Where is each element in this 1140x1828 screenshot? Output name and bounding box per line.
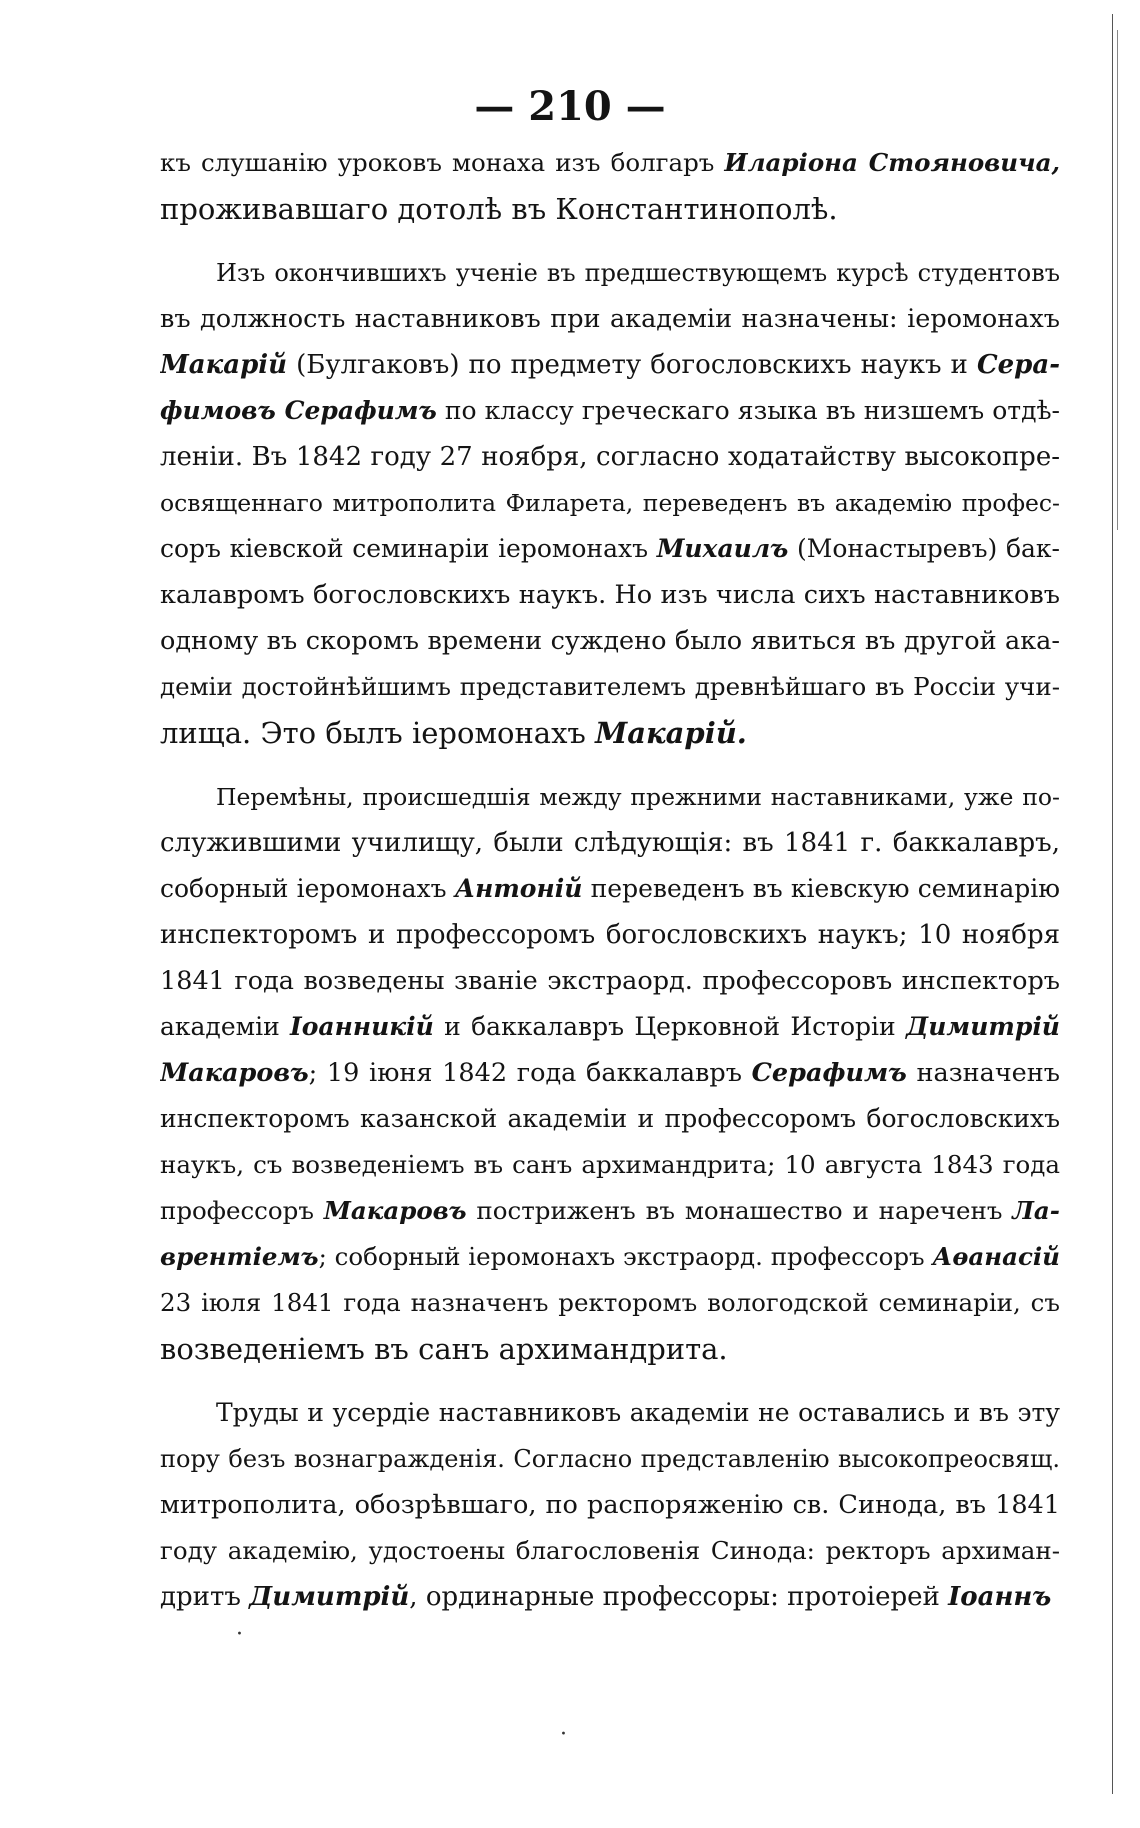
- proper-name: Ла-: [1012, 1196, 1060, 1225]
- text-line: [160, 140, 1060, 186]
- text-run: служившими училищу, были слѣдующія: въ 1841 г. баккалавръ,: [160, 828, 1060, 858]
- text-run: 23 іюля 1841 года назначенъ ректоромъ вологодской семинаріи, съ: [160, 1288, 1060, 1317]
- text-run: инспекторомъ казанской академіи и профессоромъ богословскихъ: [160, 1104, 1060, 1133]
- proper-name: Димитрій: [249, 1582, 410, 1612]
- text-line: [160, 342, 1060, 388]
- text-line: [160, 774, 1060, 820]
- text-line: [160, 1004, 1060, 1050]
- proper-name: Антоній: [454, 874, 583, 903]
- text-run: профессоръ: [160, 1196, 324, 1225]
- text-line: [160, 186, 1060, 232]
- text-run: деміи достойнѣйшимъ представителемъ древнѣйшаго въ Россіи учи-: [160, 672, 1060, 701]
- text-line: [160, 1436, 1060, 1482]
- text-run: митрополита, обозрѣвшаго, по распоряженію св. Синода, въ 1841: [160, 1490, 1060, 1520]
- text-line: [160, 296, 1060, 342]
- text-run: (Монастыревъ) бак-: [788, 534, 1060, 563]
- text-line: [160, 526, 1060, 572]
- text-run: освященнаго митрополита Филарета, переведенъ въ академію профес-: [160, 489, 1060, 517]
- paragraph-gap: [160, 756, 1060, 774]
- text-run: по классу греческаго языка въ низшемъ отдѣ-: [436, 396, 1060, 425]
- paragraph: [160, 140, 1060, 232]
- text-line: [160, 912, 1060, 958]
- text-line: [160, 618, 1060, 664]
- text-run: (Булгаковъ) по предмету богословскихъ наукъ и: [287, 350, 977, 380]
- proper-name: Димитрій: [906, 1012, 1060, 1041]
- text-run: къ слушанію уроковъ монаха изъ болгаръ: [160, 148, 725, 177]
- proper-name: Макарій.: [595, 716, 747, 750]
- text-line: [160, 1326, 1060, 1372]
- paragraph-gap: [160, 232, 1060, 250]
- text-line: [160, 1390, 1060, 1436]
- text-line: [160, 1280, 1060, 1326]
- text-run: дритъ: [160, 1582, 250, 1612]
- proper-name: Іоаннъ: [948, 1582, 1052, 1612]
- text-line: [160, 250, 1060, 296]
- paragraph-gap: [160, 1372, 1060, 1390]
- print-speck: ·: [236, 1622, 243, 1647]
- proper-name: Иларіона Стояновича,: [724, 148, 1060, 177]
- print-speck: ·: [560, 1722, 567, 1747]
- text-run: постриженъ въ монашество и нареченъ: [466, 1196, 1013, 1225]
- text-run: назначенъ: [906, 1058, 1060, 1088]
- paragraph: [160, 774, 1060, 1372]
- proper-name: Іоанникій: [290, 1012, 434, 1041]
- text-line: [160, 1142, 1060, 1188]
- proper-name: врентіемъ: [160, 1242, 319, 1271]
- text-run: калавромъ богословскихъ наукъ. Но изъ числа сихъ наставниковъ: [160, 580, 1060, 610]
- text-run: Труды и усердіе наставниковъ академіи не оставались и въ эту: [216, 1398, 1060, 1427]
- text-line: [160, 664, 1060, 710]
- text-run: ; 19 іюня 1842 года баккалавръ: [308, 1058, 752, 1088]
- proper-name: Серафимъ: [751, 1058, 907, 1088]
- text-run: соръ кіевской семинаріи іеромонахъ: [160, 534, 657, 563]
- proper-name: Макарій: [160, 350, 288, 380]
- text-run: инспекторомъ и профессоромъ богословскихъ наукъ; 10 ноября: [160, 920, 1060, 950]
- text-run: наукъ, съ возведеніемъ въ санъ архимандрита; 10 августа 1843 года: [160, 1150, 1060, 1179]
- text-run: одному въ скоромъ времени суждено было явиться въ другой ака-: [160, 626, 1060, 656]
- text-run: переведенъ въ кіевскую семинарію: [582, 874, 1060, 903]
- text-line: [160, 1482, 1060, 1528]
- text-line: [160, 1234, 1060, 1280]
- text-run: 1841 года возведены званіе экстраорд. профессоровъ инспекторъ: [160, 966, 1060, 996]
- text-line: [160, 434, 1060, 480]
- text-run: академіи: [160, 1012, 291, 1041]
- text-run: леніи. Въ 1842 году 27 ноября, согласно ходатайству высокопре-: [160, 442, 1060, 472]
- text-run: въ должность наставниковъ при академіи назначены: іеромонахъ: [160, 304, 1060, 334]
- text-run: Изъ окончившихъ ученіе въ предшествующемъ курсѣ студентовъ: [216, 259, 1060, 287]
- text-run: ; соборный іеромонахъ экстраорд. профессоръ: [318, 1242, 933, 1271]
- text-line: [160, 866, 1060, 912]
- text-line: [160, 710, 1060, 756]
- text-run: и баккалавръ Церковной Исторіи: [433, 1012, 907, 1041]
- text-line: [160, 1188, 1060, 1234]
- text-line: [160, 1574, 1060, 1620]
- text-run: соборный іеромонахъ: [160, 874, 455, 903]
- proper-name: Аѳанасій: [932, 1242, 1060, 1271]
- text-line: [160, 958, 1060, 1004]
- text-line: [160, 572, 1060, 618]
- proper-name: Михаилъ: [656, 534, 789, 563]
- text-run: проживавшаго дотолѣ въ Константинополѣ.: [160, 192, 838, 226]
- text-line: [160, 1050, 1060, 1096]
- paragraph: [160, 250, 1060, 756]
- text-body: [160, 140, 1060, 1620]
- text-run: пору безъ вознагражденія. Согласно представленію высокопреосвящ.: [160, 1445, 1060, 1473]
- text-line: [160, 1528, 1060, 1574]
- text-run: лища. Это былъ іеромонахъ: [160, 716, 596, 750]
- proper-name: Сера-: [976, 350, 1060, 380]
- proper-name: Макаровъ: [160, 1058, 309, 1088]
- text-run: , ординарные профессоры: протоіерей: [409, 1582, 949, 1612]
- text-line: [160, 1096, 1060, 1142]
- proper-name: Макаровъ: [323, 1196, 467, 1225]
- text-line: [160, 820, 1060, 866]
- text-line: [160, 388, 1060, 434]
- proper-name: фимовъ Серафимъ: [160, 396, 437, 425]
- text-run: возведеніемъ въ санъ архимандрита.: [160, 1332, 728, 1366]
- page-edge-line: [1112, 14, 1113, 1794]
- paragraph: [160, 1390, 1060, 1620]
- text-run: году академію, удостоены благословенія Синода: ректоръ архиман-: [160, 1536, 1060, 1565]
- text-run: Перемѣны, происшедшія между прежними наставниками, уже по-: [216, 783, 1060, 811]
- text-line: [160, 480, 1060, 526]
- page-number: — 210 —: [474, 83, 666, 130]
